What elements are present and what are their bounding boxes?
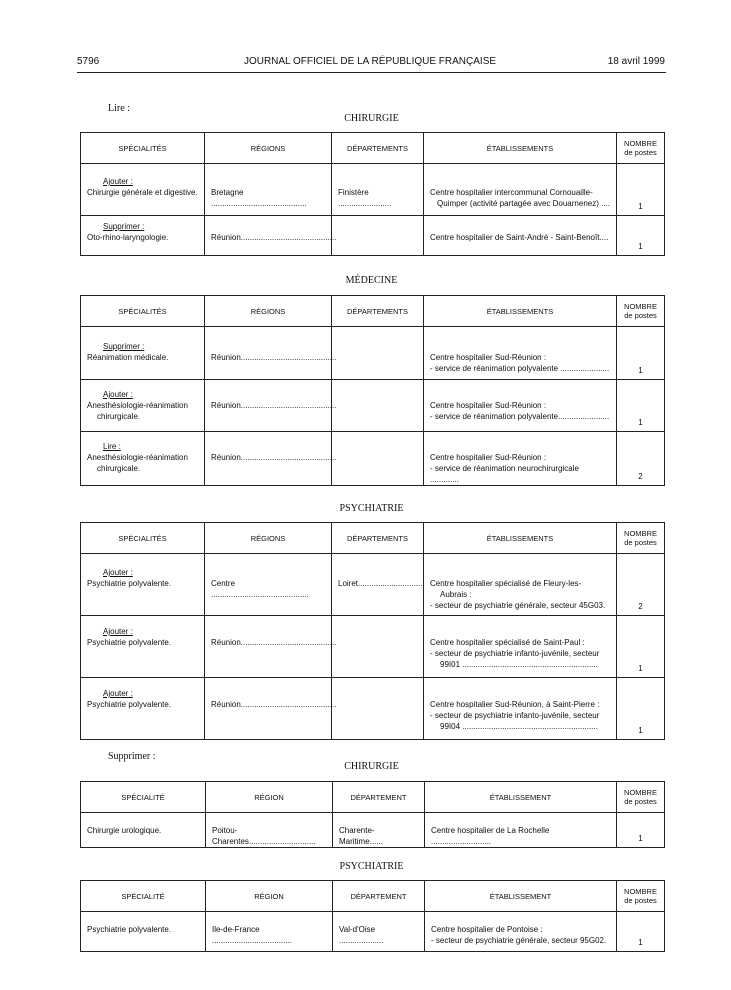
etablissement-line1: Centre hospitalier Sud-Réunion : (430, 401, 547, 410)
col-nombre-line1: NOMBRE (624, 788, 657, 797)
col-nombre-line2: de postes (624, 538, 657, 547)
col-regions: RÉGIONS (205, 133, 332, 164)
col-departement: DÉPARTEMENT (333, 782, 425, 813)
etablissement-line1: Centre hospitalier intercommunal Cornouaille- (430, 188, 593, 197)
nombre-postes: 1 (638, 938, 643, 947)
col-nombre (617, 523, 665, 554)
col-nombre (617, 296, 665, 327)
action-label: Supprimer : (103, 222, 145, 231)
col-specialites: SPÉCIALITÉS (81, 523, 205, 554)
etablissement-line2: - secteur de psychiatrie infanto-juvénile, secteur (430, 711, 600, 720)
col-nombre-line2: de postes (624, 896, 657, 905)
col-departements: DÉPARTEMENTS (332, 523, 424, 554)
region: Réunion........................................... (211, 353, 337, 362)
table-psychiatrie-supprimer (80, 880, 665, 952)
region: Ile-de-France .................................... (212, 925, 293, 945)
table-medecine (80, 295, 665, 486)
etablissement-line1: Centre hospitalier Sud-Réunion : (430, 453, 547, 462)
departement: Loiret.............................. (338, 579, 425, 588)
etablissement-line1: Centre hospitalier de La Rochelle ........................... (431, 826, 550, 846)
departement (332, 216, 423, 219)
table-header-row (81, 881, 665, 912)
table-row (81, 432, 665, 486)
col-nombre (617, 881, 665, 912)
action-label: Ajouter : (103, 568, 133, 577)
nombre-postes: 1 (638, 242, 643, 251)
col-etablissements: ÉTABLISSEMENTS (424, 523, 617, 554)
etablissement-line2: Aubrais : (440, 590, 472, 599)
etablissement-line1: Centre hospitalier spécialisé de Saint-Paul : (430, 638, 585, 647)
specialite: Oto-rhino-laryngologie. (87, 233, 169, 242)
table-row (81, 164, 665, 216)
supprimer-label: Supprimer : (108, 751, 156, 762)
table-row (81, 616, 665, 678)
table-row (81, 216, 665, 256)
col-departements: DÉPARTEMENTS (332, 296, 424, 327)
section-title-psychiatrie: PSYCHIATRIE (339, 503, 404, 514)
col-region: RÉGION (206, 782, 333, 813)
specialite: Chirurgie urologique. (87, 826, 162, 835)
table-row (81, 678, 665, 740)
col-region: RÉGION (206, 881, 333, 912)
col-specialite: SPÉCIALITÉ (81, 881, 206, 912)
table-row (81, 813, 665, 848)
etablissement-line3: - secteur de psychiatrie générale, secteur 45G03. (430, 601, 606, 610)
col-departements: DÉPARTEMENTS (332, 133, 424, 164)
lire-label: Lire : (108, 103, 130, 114)
table-header-row (81, 782, 665, 813)
etablissement-line2: - secteur de psychiatrie générale, secteur 95G02. (431, 936, 607, 945)
etablissement-line2: - service de réanimation neurochirurgicale ............. (430, 464, 579, 484)
table-chirurgie (80, 132, 665, 256)
section-title-chirurgie-2: CHIRURGIE (344, 761, 399, 772)
nombre-postes: 2 (638, 602, 643, 611)
table-header-row (81, 296, 665, 327)
region: Bretagne ........................................... (211, 188, 307, 208)
region: Réunion........................................... (211, 700, 337, 709)
col-etablissement: ÉTABLISSEMENT (425, 782, 617, 813)
nombre-postes: 1 (638, 418, 643, 427)
specialite: Chirurgie générale et digestive. (87, 188, 198, 197)
specialite: Psychiatrie polyvalente. (87, 579, 172, 588)
col-nombre (617, 133, 665, 164)
table-header-row (81, 133, 665, 164)
table-row (81, 912, 665, 952)
col-specialite: SPÉCIALITÉ (81, 782, 206, 813)
etablissement-line1: Centre hospitalier de Saint-André - Saint-Benoît.... (430, 233, 609, 242)
col-specialites: SPÉCIALITÉS (81, 296, 205, 327)
etablissement-line1: Centre hospitalier spécialisé de Fleury-les- (430, 579, 582, 588)
etablissement-line3: 99I01 ............................................................. (440, 660, 598, 669)
etablissement-line1: Centre hospitalier Sud-Réunion : (430, 353, 547, 362)
nombre-postes: 1 (638, 366, 643, 375)
action-label: Ajouter : (103, 390, 133, 399)
etablissement-line2: - service de réanimation polyvalente ...................... (430, 364, 610, 373)
header-rule (77, 72, 666, 73)
journal-title: JOURNAL OFFICIEL DE LA RÉPUBLIQUE FRANÇAISE (243, 56, 497, 67)
region: Réunion........................................... (211, 638, 337, 647)
col-regions: RÉGIONS (205, 296, 332, 327)
table-chirurgie-supprimer (80, 781, 665, 848)
col-etablissement: ÉTABLISSEMENT (425, 881, 617, 912)
specialite-line2: chirurgicale. (97, 412, 141, 421)
specialite: Psychiatrie polyvalente. (87, 638, 172, 647)
table-row (81, 327, 665, 380)
etablissement-line2: - service de réanimation polyvalente....................... (430, 412, 610, 421)
region: Poitou-Charentes.............................. (212, 826, 316, 846)
col-nombre-line1: NOMBRE (624, 302, 657, 311)
region: Centre ............................................ (211, 579, 309, 599)
page-number: 5796 (77, 56, 100, 67)
region: Réunion........................................... (211, 233, 337, 242)
section-title-medecine: MÉDECINE (345, 275, 398, 286)
departement: Charente-Maritime...... (339, 826, 384, 846)
etablissement-line1: Centre hospitalier de Pontoise : (431, 925, 543, 934)
col-regions: RÉGIONS (205, 523, 332, 554)
specialite: Réanimation médicale. (87, 353, 169, 362)
action-label: Ajouter : (103, 627, 133, 636)
etablissement-line2: Quimper (activité partagée avec Douarnenez) .... (437, 199, 610, 208)
col-nombre-line2: de postes (624, 148, 657, 157)
table-header-row (81, 523, 665, 554)
table-row (81, 554, 665, 616)
specialite: Psychiatrie polyvalente. (87, 700, 172, 709)
col-nombre-line2: de postes (624, 797, 657, 806)
col-etablissements: ÉTABLISSEMENTS (424, 133, 617, 164)
action-label: Ajouter : (103, 177, 133, 186)
col-departement: DÉPARTEMENT (333, 881, 425, 912)
col-specialites: SPÉCIALITÉS (81, 133, 205, 164)
col-nombre (617, 782, 665, 813)
nombre-postes: 1 (638, 202, 643, 211)
action-label: Lire : (103, 442, 121, 451)
specialite-line1: Anesthésiologie-réanimation (87, 401, 188, 410)
col-etablissements: ÉTABLISSEMENTS (424, 296, 617, 327)
specialite: Psychiatrie polyvalente. (87, 925, 172, 934)
issue-date: 18 avril 1999 (607, 56, 665, 67)
section-title-chirurgie: CHIRURGIE (344, 113, 399, 124)
specialite-line2: chirurgicale. (97, 464, 141, 473)
col-nombre-line1: NOMBRE (624, 529, 657, 538)
nombre-postes: 1 (638, 726, 643, 735)
nombre-postes: 1 (638, 664, 643, 673)
specialite-line1: Anesthésiologie-réanimation (87, 453, 188, 462)
col-nombre-line2: de postes (624, 311, 657, 320)
region: Réunion........................................... (211, 401, 337, 410)
etablissement-line1: Centre hospitalier Sud-Réunion, à Saint-Pierre : (430, 700, 600, 709)
nombre-postes: 2 (638, 472, 643, 481)
etablissement-line3: 99I04 ............................................................. (440, 722, 598, 731)
table-row (81, 380, 665, 432)
nombre-postes: 1 (638, 834, 643, 843)
etablissement-line2: - secteur de psychiatrie infanto-juvénile, secteur (430, 649, 600, 658)
action-label: Ajouter : (103, 689, 133, 698)
section-title-psychiatrie-2: PSYCHIATRIE (339, 861, 404, 872)
departement: Finistère ........................ (338, 188, 392, 208)
departement: Val-d'Oise .................... (339, 925, 384, 945)
table-psychiatrie (80, 522, 665, 740)
col-nombre-line1: NOMBRE (624, 139, 657, 148)
action-label: Supprimer : (103, 342, 145, 351)
region: Réunion........................................... (211, 453, 337, 462)
col-nombre-line1: NOMBRE (624, 887, 657, 896)
